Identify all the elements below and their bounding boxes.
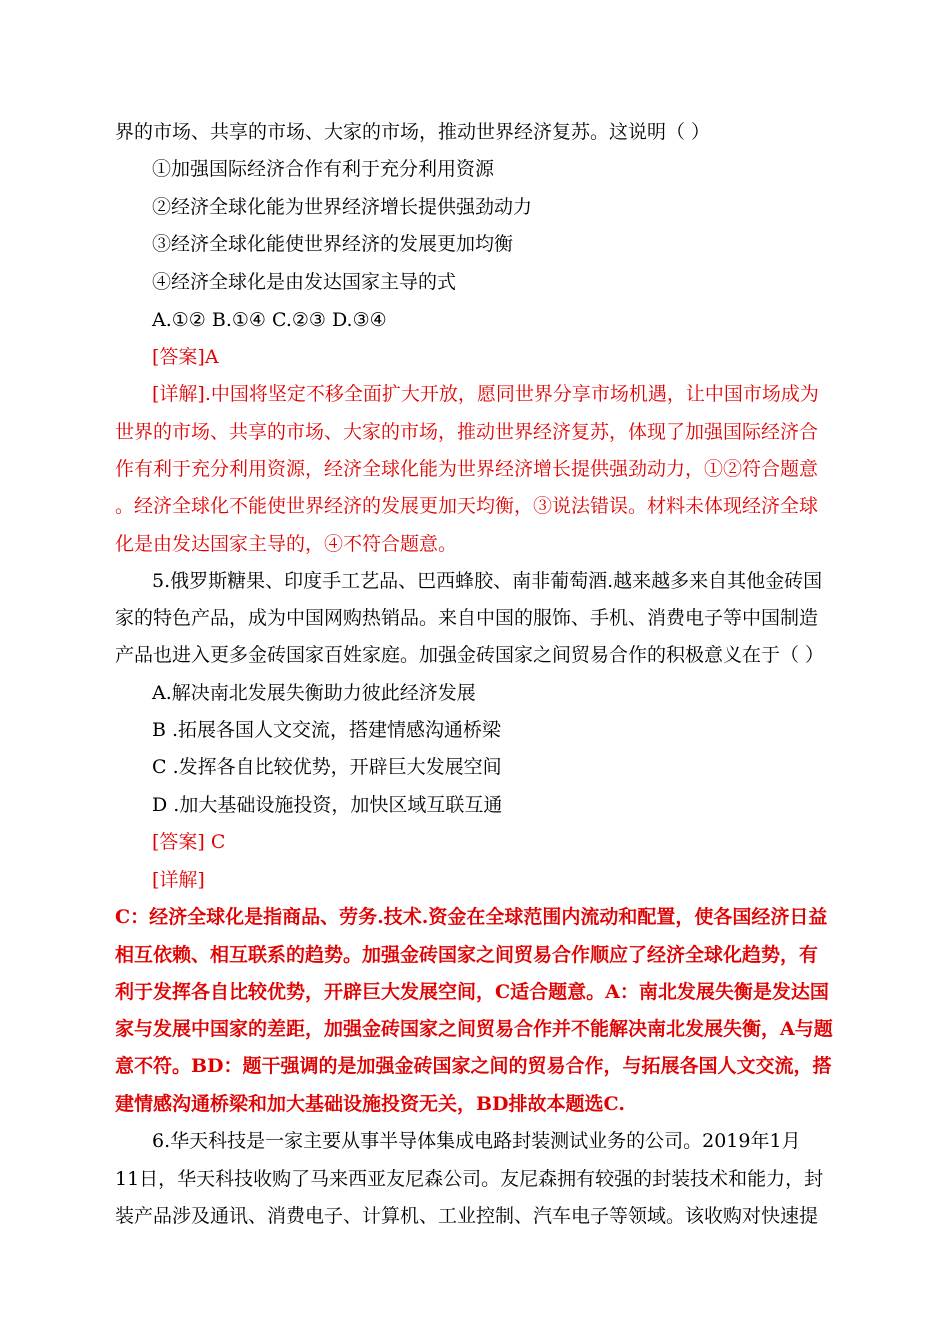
q4-options: A.①② B.①④ C.②③ D.③④ — [152, 309, 387, 331]
q5-option-d: D .加大基础设施投资，加快区域互联互通 — [152, 794, 503, 816]
q4-statement-3: ③经济全球化能使世界经济的发展更加均衡 — [152, 233, 514, 255]
q5-option-a: A.解决南北发展失衡助力彼此经济发展 — [152, 682, 476, 704]
q5-option-b: B .拓展各国人文交流，搭建情感沟通桥梁 — [152, 719, 502, 741]
q4-statement-2: ②经济全球化能为世界经济增长提供强劲动力 — [152, 196, 533, 218]
q4-explanation-line: [详解].中国将坚定不移全面扩大开放，愿同世界分享市场机遇，让中国市场成为 — [152, 383, 819, 405]
q5-answer: [答案] C — [152, 831, 226, 853]
q6-stem-line: 11日，华天科技收购了马来西亚友尼森公司。友尼森拥有较强的封装技术和能力，封 — [115, 1168, 824, 1190]
q5-explanation-line: C：经济全球化是指商品、劳务.技术.资金在全球范围内流动和配置，使各国经济日益 — [115, 906, 828, 928]
q4-explanation-line: 。经济全球化不能使世界经济的发展更加天均衡，③说法错误。材料未体现经济全球 — [115, 495, 819, 517]
q5-stem-line: 5.俄罗斯糖果、印度手工艺品、巴西蜂胶、南非葡萄酒.越来越多来自其他金砖国 — [152, 570, 823, 592]
q5-stem-line: 家的特色产品，成为中国网购热销品。来自中国的服饰、手机、消费电子等中国制造 — [115, 607, 819, 629]
q5-explanation-line: 建情感沟通桥梁和加大基础设施投资无关，BD排故本题选C. — [115, 1093, 625, 1115]
q6-stem-line: 装产品涉及通讯、消费电子、计算机、工业控制、汽车电子等领域。该收购对快速提 — [115, 1205, 819, 1227]
q5-detail-label: [详解] — [152, 869, 205, 891]
q4-explanation-line: 世界的市场、共享的市场、大家的市场，推动世界经济复苏，体现了加强国际经济合 — [115, 421, 819, 443]
q5-explanation-line: 意不符。BD：题干强调的是加强金砖国家之间的贸易合作，与拓展各国人文交流，搭 — [115, 1055, 832, 1077]
q5-explanation-line: 利于发挥各自比较优势，开辟巨大发展空间，C适合题意。A：南北发展失衡是发达国 — [115, 981, 829, 1003]
q5-explanation-line: 家与发展中国家的差距，加强金砖国家之间贸易合作并不能解决南北发展失衡，A与题 — [115, 1018, 833, 1040]
q5-option-c: C .发挥各自比较优势，开辟巨大发展空间 — [152, 756, 502, 778]
q4-explanation-line: 作有利于充分利用资源，经济全球化能为世界经济增长提供强劲动力，①②符合题意 — [115, 458, 819, 480]
q4-explanation-line: 化是由发达国家主导的，④不符合题意。 — [115, 533, 458, 555]
q4-statement-1: ①加强国际经济合作有利于充分利用资源 — [152, 158, 495, 180]
q4-answer: [答案]A — [152, 346, 219, 368]
q5-stem-line: 产品也进入更多金砖国家百姓家庭。加强金砖国家之间贸易合作的积极意义在于（ ） — [115, 644, 825, 666]
q6-stem-line: 6.华天科技是一家主要从事半导体集成电路封装测试业务的公司。2019年1月 — [152, 1130, 801, 1152]
q4-statement-4: ④经济全球化是由发达国家主导的式 — [152, 271, 457, 293]
q4-stem-tail: 界的市场、共享的市场、大家的市场，推动世界经济复苏。这说明（ ） — [115, 121, 711, 143]
q5-explanation-line: 相互依赖、相互联系的趋势。加强金砖国家之间贸易合作顺应了经济全球化趋势，有 — [115, 944, 819, 966]
